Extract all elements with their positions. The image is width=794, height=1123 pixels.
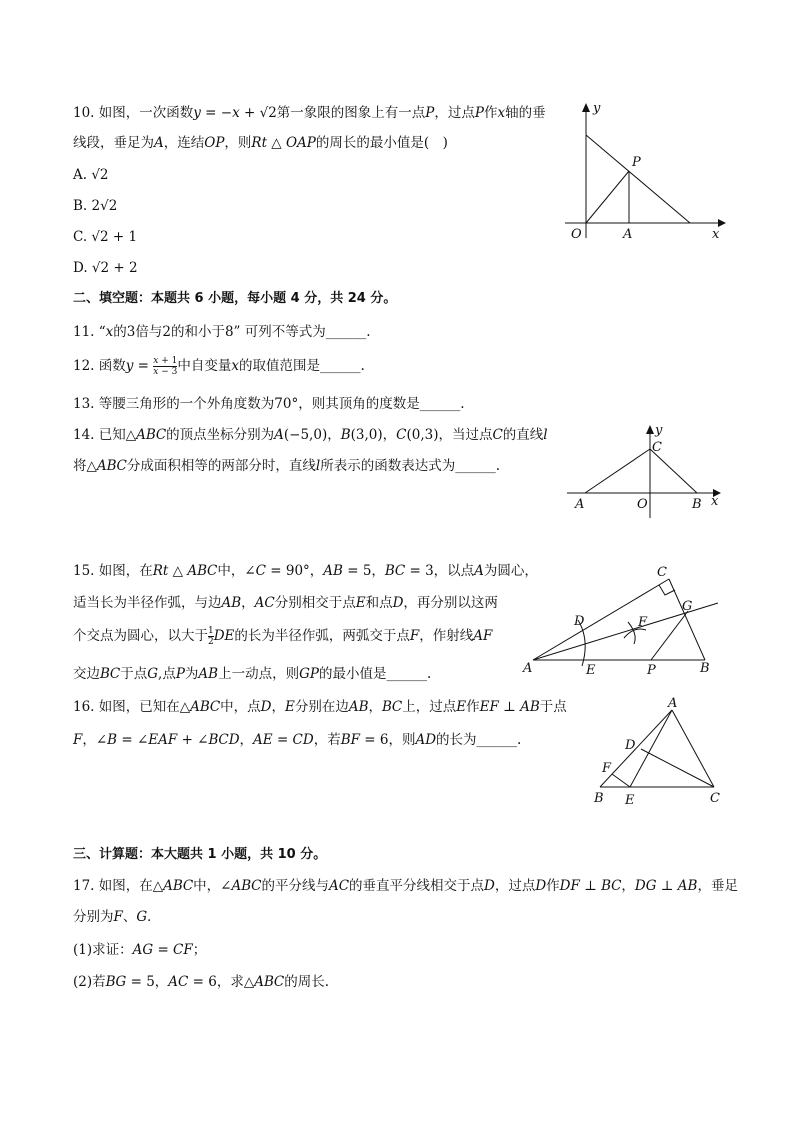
segment-ac [533, 579, 669, 660]
q12-suffix: 中自变量𝑥的取值范围是______. [177, 358, 365, 374]
label-d: D [625, 738, 636, 753]
label-b: B [700, 661, 710, 676]
q17-part2: (2)若𝐵𝐺 = 5，𝐴𝐶 = 6，求△𝐴𝐵𝐶的周长. [73, 974, 330, 990]
label-a: A [668, 696, 678, 711]
q12-fraction [153, 356, 177, 377]
segment-op [586, 171, 629, 223]
q13: 13. 等腰三角形的一个外角度数为70°，则其顶角的度数是______. [73, 396, 465, 412]
q16-line1: 16. 如图，已知在△𝐴𝐵𝐶中，点𝐷，𝐸分别在边𝐴𝐵，𝐵𝐶上，过点𝐸作𝐸𝐹 ⊥ 𝐴𝐵于点 [73, 699, 567, 715]
label-o: O [637, 497, 648, 512]
section3-heading: 三、计算题：本大题共 1 小题，共 10 分。 [73, 847, 327, 862]
label-p: P [632, 155, 641, 170]
x-axis-arrow [718, 219, 726, 227]
q14-line1: 14. 已知△𝐴𝐵𝐶的顶点坐标分别为𝐴(−5,0)，𝐵(3,0)，𝐶(0,3)，当过点𝐶的直线𝑙 [73, 427, 548, 443]
q10-option-b: B. 2√2 [73, 198, 118, 214]
q17-part1: (1)求证：𝐴𝐺 = 𝐶𝐹； [73, 942, 207, 958]
label-a: A [575, 497, 585, 512]
label-p: P [647, 663, 656, 678]
q10-option-c: C. √2 + 1 [73, 229, 138, 245]
q15-den: 2 [208, 637, 214, 647]
q11: 11. “𝑥的3倍与2的和小于8” 可列不等式为______. [73, 324, 371, 340]
q16-line2: 𝐹，∠𝐵 = ∠𝐸𝐴𝐹 + ∠𝐵𝐶𝐷，𝐴𝐸 = 𝐶𝐷，若𝐵𝐹 = 6，则𝐴𝐷的长为______. [73, 732, 522, 748]
segment-cb [669, 579, 705, 660]
q15-line4: 交边𝐵𝐶于点𝐺,点𝑃为𝐴𝐵上一动点，则𝐺𝑃的最小值是______. [73, 666, 432, 682]
q15-line3-suffix: 𝐷𝐸的长为半径作弧，两弧交于点𝐹，作射线𝐴𝐹 [213, 628, 493, 644]
q15-line2: 适当长为半径作弧，与边𝐴𝐵，𝐴𝐶分别相交于点𝐸和点𝐷，再分别以这两 [73, 595, 498, 611]
q15-line3-prefix: 个交点为圆心，以大于 [73, 628, 208, 644]
q15-line1: 15. 如图，在𝑅𝑡 △ 𝐴𝐵𝐶中，∠𝐶 = 90°，𝐴𝐵 = 5，𝐵𝐶 = 3，以点𝐴为圆心， [73, 563, 538, 579]
y-axis-arrow [646, 425, 654, 434]
q15-line3 [73, 626, 492, 647]
label-y: y [655, 423, 663, 438]
q10-option-d: D. √2 + 2 [73, 260, 138, 276]
label-a: A [523, 661, 533, 676]
label-b: B [594, 791, 604, 806]
q15-num: 1 [208, 626, 214, 636]
segment-ac [585, 449, 650, 493]
label-e: E [625, 793, 635, 808]
q10-figure [560, 98, 730, 243]
label-g: G [682, 599, 693, 614]
segment-cb [650, 449, 697, 493]
section2-heading: 二、填空题：本题共 6 小题，每小题 4 分，共 24 分。 [73, 291, 397, 306]
label-e: E [586, 663, 596, 678]
q10-line2: 线段，垂足为𝐴，连结𝑂𝑃，则𝑅𝑡 △ 𝑂𝐴𝑃的周长的最小值是( ) [73, 135, 448, 151]
label-f: F [638, 615, 648, 630]
label-f: F [602, 761, 612, 776]
q16-figure [585, 695, 730, 813]
q14-line2: 将△𝐴𝐵𝐶分成面积相等的两部分时，直线𝑙所表示的函数表达式为______. [73, 458, 500, 474]
q12-prefix: 12. 函数𝑦 = [73, 358, 154, 374]
label-c: C [657, 565, 667, 580]
label-o: O [571, 227, 582, 242]
label-c: C [710, 791, 720, 806]
q12-num: 𝑥 + 1 [153, 356, 178, 366]
label-x: x [711, 494, 719, 509]
segment-ac [672, 710, 714, 787]
label-x: x [712, 227, 720, 242]
q12-den: 𝑥 − 3 [153, 367, 178, 377]
q17-line1: 17. 如图，在△𝐴𝐵𝐶中，∠𝐴𝐵𝐶的平分线与𝐴𝐶的垂直平分线相交于点𝐷，过点𝐷作𝐷𝐹 ⊥ 𝐵𝐶，𝐷𝐺 ⊥ 𝐴𝐵，垂足 [73, 878, 738, 894]
label-y: y [593, 101, 601, 116]
segment-ef [612, 774, 630, 787]
q14-figure [565, 420, 725, 520]
q17-line2: 分别为𝐹、𝐺． [73, 909, 161, 925]
q10-line1: 10. 如图，一次函数𝑦 = −𝑥 + √2第一象限的图象上有一点𝑃，过点𝑃作𝑥轴的垂 [73, 105, 546, 121]
y-axis-arrow [582, 103, 590, 112]
segment-dc [641, 749, 714, 787]
label-d: D [574, 614, 585, 629]
q15-figure [520, 562, 730, 680]
q12 [73, 356, 365, 377]
label-b: B [692, 497, 702, 512]
q10-option-a: A. √2 [73, 167, 109, 183]
line-graph [586, 135, 690, 223]
label-c: C [652, 440, 662, 455]
label-a: A [623, 227, 633, 242]
